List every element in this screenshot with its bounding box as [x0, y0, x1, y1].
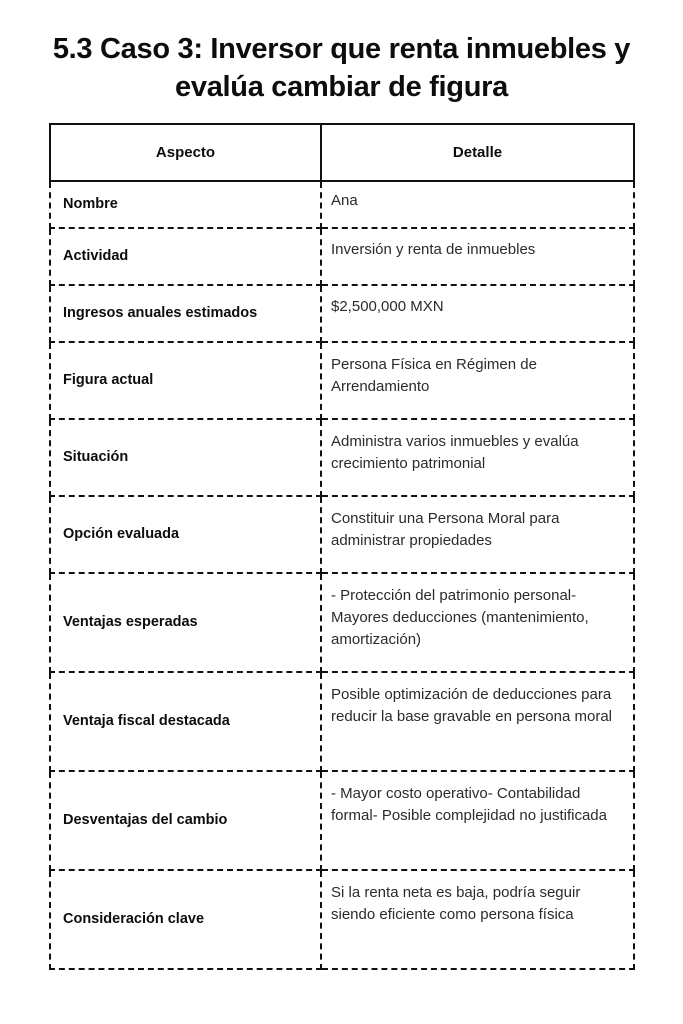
table-cell-aspect: Opción evaluada	[50, 496, 321, 573]
table-cell-aspect: Ingresos anuales estimados	[50, 285, 321, 342]
table-cell-aspect: Ventajas esperadas	[50, 573, 321, 672]
table-header	[50, 124, 634, 181]
table-row	[50, 870, 634, 969]
case-table-container	[49, 123, 633, 970]
table-cell-aspect: Situación	[50, 419, 321, 496]
case-table	[49, 123, 635, 970]
table-cell-aspect: Actividad	[50, 228, 321, 285]
table-cell-detail: $2,500,000 MXN	[321, 285, 634, 342]
table-header-row	[50, 124, 634, 181]
table-cell-aspect: Ventaja fiscal destacada	[50, 672, 321, 771]
table-cell-aspect: Consideración clave	[50, 870, 321, 969]
table-row	[50, 496, 634, 573]
table-row	[50, 771, 634, 870]
table-cell-detail: Inversión y renta de inmuebles	[321, 228, 634, 285]
page-title: 5.3 Caso 3: Inversor que renta inmuebles y evalúa cambiar de figura	[52, 33, 631, 104]
table-row	[50, 573, 634, 672]
column-header-detail: Detalle	[321, 124, 634, 181]
table-row	[50, 181, 634, 228]
table-row	[50, 419, 634, 496]
table-cell-detail: Si la renta neta es baja, podría seguir siendo eficiente como persona física	[321, 870, 634, 969]
table-row	[50, 342, 634, 419]
table-cell-detail: Ana	[321, 181, 634, 228]
table-cell-detail: - Protección del patrimonio personal- Mayores deducciones (mantenimiento, amortización)	[321, 573, 634, 672]
table-cell-detail: Persona Física en Régimen de Arrendamiento	[321, 342, 634, 419]
table-row	[50, 285, 634, 342]
table-cell-aspect: Desventajas del cambio	[50, 771, 321, 870]
table-cell-detail: - Mayor costo operativo- Contabilidad formal- Posible complejidad no justificada	[321, 771, 634, 870]
table-row	[50, 672, 634, 771]
table-cell-detail: Constituir una Persona Moral para administrar propiedades	[321, 496, 634, 573]
column-header-aspect: Aspecto	[50, 124, 321, 181]
table-cell-detail: Administra varios inmuebles y evalúa crecimiento patrimonial	[321, 419, 634, 496]
table-row	[50, 228, 634, 285]
table-cell-aspect: Nombre	[50, 181, 321, 228]
table-body	[50, 181, 634, 969]
table-cell-detail: Posible optimización de deducciones para reducir la base gravable en persona moral	[321, 672, 634, 771]
table-cell-aspect: Figura actual	[50, 342, 321, 419]
